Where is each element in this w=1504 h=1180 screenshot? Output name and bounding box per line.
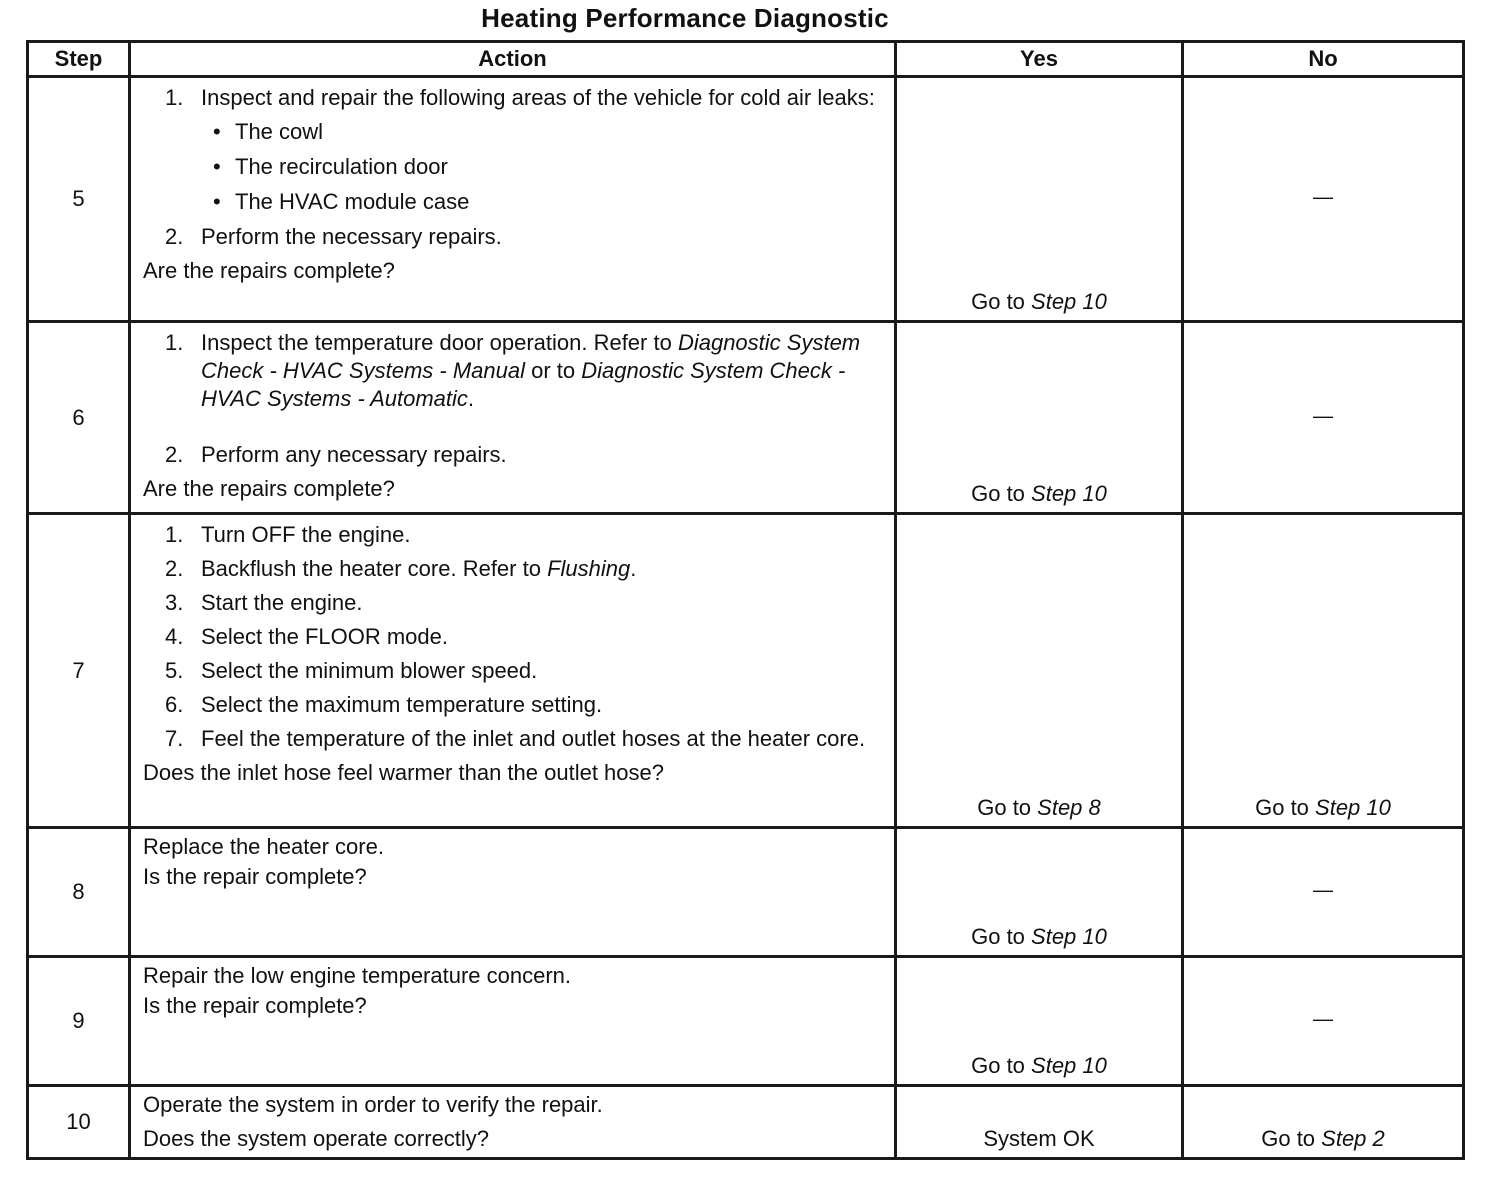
yes-cell [896,514,1183,828]
no-cell [1183,957,1464,1086]
list-item [153,84,886,112]
item-text [201,329,886,413]
item-text: Turn OFF the engine. [201,522,411,547]
item-number: 1. [165,330,184,355]
yes-outcome [897,1052,1181,1080]
yes-outcome [897,288,1181,316]
list-item [153,521,886,549]
bullet-item [213,188,886,216]
no-outcome-dash: — [1313,405,1333,428]
action-cell [130,828,896,957]
list-item [153,623,886,651]
item-text: Inspect and repair the following areas of the vehicle for cold air leaks: [201,85,875,110]
item-text-part: . [467,386,475,411]
item-text [201,555,886,583]
step-number: 9 [28,957,130,1086]
table-row [28,77,1464,322]
yes-cell [896,322,1183,514]
list-item [153,657,886,685]
list-item [153,589,886,617]
action-text: Operate the system in order to verify the repair. [143,1092,603,1117]
yes-outcome [897,794,1181,822]
yes-cell [896,77,1183,322]
step-reference: Step 10 [1031,481,1107,506]
yes-cell [896,828,1183,957]
item-number: 2. [165,442,184,467]
item-number: 6. [165,692,184,717]
no-outcome [1184,1125,1462,1153]
yes-outcome [897,480,1181,508]
yes-outcome [897,923,1181,951]
question-text: Is the repair complete? [143,993,367,1018]
item-text: Select the FLOOR mode. [201,624,448,649]
item-text-part: . [630,556,637,581]
go-to-label: Go to [1261,1126,1322,1151]
go-to-label: Go to [977,795,1038,820]
go-to-label: Go to [971,289,1032,314]
yes-outcome: System OK [983,1126,1095,1151]
header-yes: Yes [896,42,1183,77]
step-reference: Step 8 [1037,795,1101,820]
go-to-label: Go to [1255,795,1316,820]
question-text: Is the repair complete? [143,864,367,889]
list-item [153,329,886,413]
step-reference: Step 2 [1321,1126,1385,1151]
bullet-icon: • [213,119,221,144]
step-reference: Step 10 [1031,1053,1107,1078]
bullet-text: The HVAC module case [235,189,470,214]
action-cell [130,514,896,828]
list-item [153,441,886,469]
document-reference: Flushing [547,556,631,581]
item-number: 1. [165,522,184,547]
item-number: 2. [165,224,184,249]
bullet-icon: • [213,189,221,214]
item-number: 1. [165,85,184,110]
list-item [153,223,886,251]
question-text: Are the repairs complete? [143,476,395,501]
item-text: Perform the necessary repairs. [201,224,502,249]
item-text: Select the minimum blower speed. [201,658,538,683]
list-item [153,691,886,719]
go-to-label: Go to [971,1053,1032,1078]
item-number: 5. [165,658,184,683]
no-cell [1183,514,1464,828]
table-row [28,828,1464,957]
action-cell [130,77,896,322]
item-text: Perform any necessary repairs. [201,442,507,467]
document-reference: Diagnostic System Check - HVAC Systems - Manual [201,330,861,383]
step-reference: Step 10 [1031,924,1107,949]
no-cell [1183,322,1464,514]
no-outcome [1184,794,1462,822]
question-text: Does the inlet hose feel warmer than the outlet hose? [143,760,664,785]
step-number: 8 [28,828,130,957]
table-row [28,957,1464,1086]
bullet-item [213,153,886,181]
action-cell [130,322,896,514]
step-number: 5 [28,77,130,322]
page-title: Heating Performance Diagnostic [481,3,889,33]
item-number: 7. [165,726,184,751]
list-item [153,555,886,583]
question-text: Does the system operate correctly? [143,1126,490,1151]
no-outcome-dash: — [1313,186,1333,209]
no-outcome-dash: — [1313,1008,1333,1031]
go-to-label: Go to [971,481,1032,506]
item-text-part: Inspect the temperature door operation. Refer to [201,330,678,355]
list-item [153,725,886,753]
yes-cell [896,1086,1183,1159]
no-outcome-dash: — [1313,879,1333,902]
question-text: Are the repairs complete? [143,258,395,283]
item-text: Start the engine. [201,590,363,615]
bullet-text: The recirculation door [235,154,448,179]
table-row [28,1086,1464,1159]
header-row [28,42,1464,77]
yes-cell [896,957,1183,1086]
item-text: Select the maximum temperature setting. [201,692,603,717]
item-text: Feel the temperature of the inlet and outlet hoses at the heater core. [201,726,866,751]
step-reference: Step 10 [1315,795,1391,820]
header-step: Step [28,42,130,77]
item-text-part: Backflush the heater core. Refer to [201,556,548,581]
action-cell [130,957,896,1086]
document-reference: Diagnostic System Check - HVAC Systems - Automatic [201,358,846,411]
no-cell [1183,77,1464,322]
no-cell [1183,1086,1464,1159]
action-text: Repair the low engine temperature concern. [143,963,572,988]
item-number: 3. [165,590,184,615]
bullet-icon: • [213,154,221,179]
header-action: Action [130,42,896,77]
step-number: 6 [28,322,130,514]
diagnostic-table [26,40,1465,1160]
go-to-label: Go to [971,924,1032,949]
step-reference: Step 10 [1031,289,1107,314]
step-number: 10 [28,1086,130,1159]
action-text: Replace the heater core. [143,834,384,859]
table-row [28,322,1464,514]
action-cell [130,1086,896,1159]
item-number: 4. [165,624,184,649]
step-number: 7 [28,514,130,828]
bullet-text: The cowl [235,119,324,144]
item-number: 2. [165,556,184,581]
header-no: No [1183,42,1464,77]
item-text-part: or to [524,358,582,383]
no-cell [1183,828,1464,957]
table-row [28,514,1464,828]
bullet-item [213,118,886,146]
